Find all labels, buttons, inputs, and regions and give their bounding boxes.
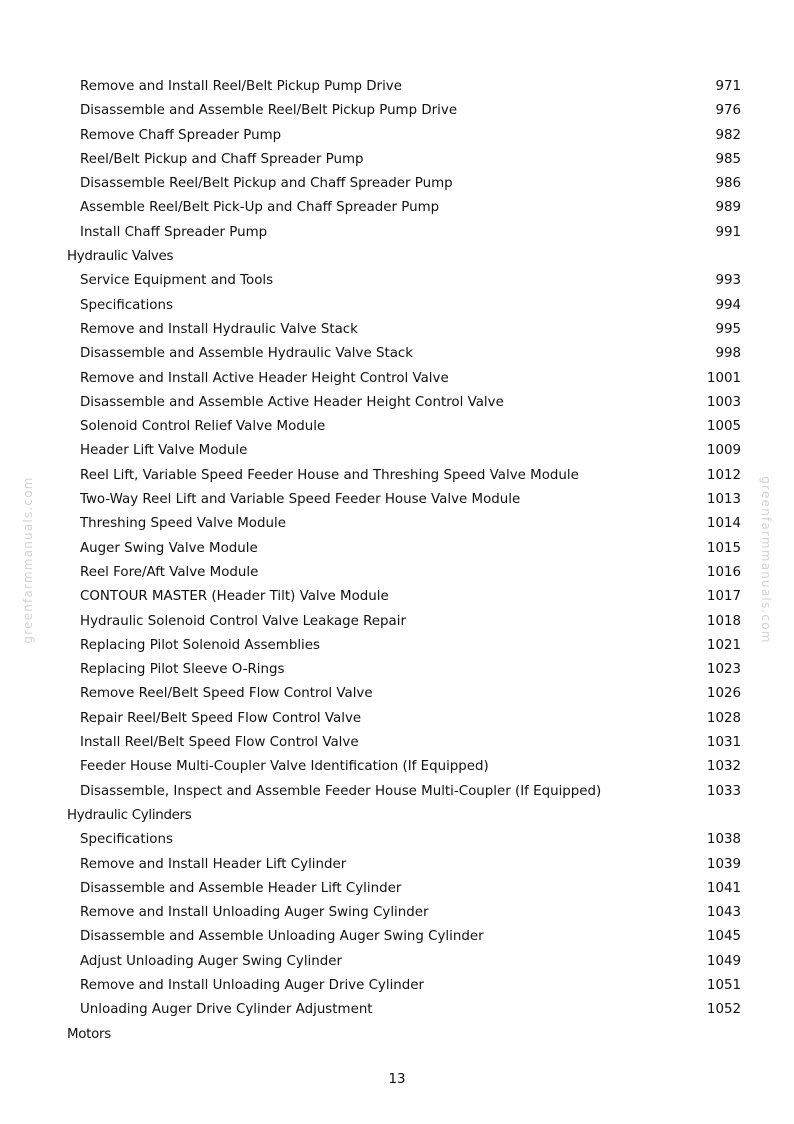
toc-entry-page-number: 1017	[706, 589, 741, 605]
toc-entry-title: Remove and Install Active Header Height Control Valve	[80, 370, 449, 386]
toc-entry-title: Adjust Unloading Auger Swing Cylinder	[80, 953, 342, 969]
toc-entry-title: Reel/Belt Pickup and Chaff Spreader Pump	[80, 151, 364, 167]
toc-entry-page-number: 1033	[706, 783, 741, 799]
toc-entry-title: Disassemble Reel/Belt Pickup and Chaff Spreader Pump	[80, 176, 453, 192]
toc-entry-title: Feeder House Multi-Coupler Valve Identification (If Equipped)	[80, 759, 489, 775]
toc-entry-title: Disassemble and Assemble Header Lift Cylinder	[80, 880, 402, 896]
toc-entry-page-number: 1028	[706, 710, 741, 726]
toc-entry-page-number: 1026	[706, 686, 741, 702]
toc-entry-title: Solenoid Control Relief Valve Module	[80, 419, 326, 435]
toc-entry-title: Disassemble and Assemble Active Header Height Control Valve	[80, 394, 504, 410]
toc-entry-title: Remove Reel/Belt Speed Flow Control Valve	[80, 686, 373, 702]
toc-entry-title: Disassemble and Assemble Reel/Belt Pickup Pump Drive	[80, 103, 458, 119]
toc-entry-page-number: 1052	[706, 1002, 741, 1018]
toc-entry-page-number: 1013	[706, 492, 741, 508]
toc-entry-page-number: 1009	[706, 443, 741, 459]
toc-entry[interactable]	[0, 755, 794, 779]
toc-heading-title: Motors	[67, 1026, 111, 1042]
toc-section-heading	[0, 804, 794, 828]
toc-entry[interactable]	[0, 99, 794, 123]
toc-entry[interactable]	[0, 901, 794, 925]
toc-entry-title: Reel Fore/Aft Valve Module	[80, 564, 259, 580]
toc-entry-title: Remove and Install Unloading Auger Drive Cylinder	[80, 977, 425, 993]
watermark-left: greenfarmmanuals.com	[21, 476, 35, 644]
toc-entry-page-number: 1012	[706, 467, 741, 483]
toc-entry[interactable]	[0, 707, 794, 731]
toc-heading-title: Hydraulic Valves	[67, 249, 174, 265]
toc-entry-page-number: 1015	[706, 540, 741, 556]
toc-entry-title: Disassemble, Inspect and Assemble Feeder House Multi-Coupler (If Equipped)	[80, 783, 602, 799]
toc-entry[interactable]	[0, 342, 794, 366]
toc-entry[interactable]	[0, 877, 794, 901]
toc-entry-page-number: 989	[715, 200, 741, 216]
toc-entry-title: Repair Reel/Belt Speed Flow Control Valve	[80, 710, 362, 726]
toc-entry-page-number: 1021	[706, 637, 741, 653]
toc-entry[interactable]	[0, 950, 794, 974]
toc-entry[interactable]	[0, 634, 794, 658]
toc-entry[interactable]	[0, 318, 794, 342]
toc-entry[interactable]	[0, 658, 794, 682]
toc-entry[interactable]	[0, 172, 794, 196]
toc-entry-title: Specifications	[80, 297, 173, 313]
toc-entry-title: CONTOUR MASTER (Header Tilt) Valve Module	[80, 589, 389, 605]
toc-entry-page-number: 986	[715, 176, 741, 192]
toc-entry-page-number: 1016	[706, 564, 741, 580]
toc-entry-title: Replacing Pilot Solenoid Assemblies	[80, 637, 320, 653]
toc-section-heading	[0, 1023, 794, 1047]
toc-entry-title: Remove and Install Unloading Auger Swing Cylinder	[80, 905, 429, 921]
toc-entry-title: Threshing Speed Valve Module	[80, 516, 286, 532]
page-number: 13	[388, 1072, 406, 1087]
toc-entry-page-number: 1041	[706, 880, 741, 896]
toc-entry-title: Hydraulic Solenoid Control Valve Leakage Repair	[80, 613, 406, 629]
toc-entry[interactable]	[0, 391, 794, 415]
toc-entry-page-number: 976	[715, 103, 741, 119]
toc-entry[interactable]	[0, 512, 794, 536]
toc-entry-title: Unloading Auger Drive Cylinder Adjustment	[80, 1002, 373, 1018]
toc-entry-title: Header Lift Valve Module	[80, 443, 248, 459]
toc-entry-title: Assemble Reel/Belt Pick-Up and Chaff Spreader Pump	[80, 200, 440, 216]
toc-entry[interactable]	[0, 974, 794, 998]
toc-entry-title: Install Chaff Spreader Pump	[80, 224, 268, 240]
toc-section-heading	[0, 245, 794, 269]
toc-entry[interactable]	[0, 148, 794, 172]
toc-entry-title: Remove and Install Reel/Belt Pickup Pump Drive	[80, 79, 402, 94]
toc-entry-page-number: 1045	[706, 929, 741, 945]
toc-entry-title: Remove and Install Header Lift Cylinder	[80, 856, 347, 872]
toc-entry[interactable]	[0, 828, 794, 852]
toc-entry-page-number: 998	[715, 346, 741, 362]
toc-entry[interactable]	[0, 439, 794, 463]
toc-entry[interactable]	[0, 610, 794, 634]
toc-entry-title: Remove and Install Hydraulic Valve Stack	[80, 321, 358, 337]
toc-entry-title: Reel Lift, Variable Speed Feeder House and Threshing Speed Valve Module	[80, 467, 579, 483]
toc-entry-page-number: 1003	[706, 394, 741, 410]
toc-entry-page-number: 1038	[706, 832, 741, 848]
toc-entry-title: Specifications	[80, 832, 173, 848]
toc-entry-page-number: 991	[715, 224, 741, 240]
watermark-right: greenfarmmanuals.com	[759, 476, 773, 644]
toc-entry-page-number: 1014	[706, 516, 741, 532]
toc-entry[interactable]	[0, 537, 794, 561]
toc-entry[interactable]	[0, 998, 794, 1022]
toc-entry[interactable]	[0, 415, 794, 439]
toc-entry[interactable]	[0, 75, 794, 99]
toc-entry-page-number: 994	[715, 297, 741, 313]
toc-entry-page-number: 985	[715, 151, 741, 167]
toc-entry[interactable]	[0, 488, 794, 512]
table-of-contents	[0, 75, 794, 1047]
toc-entry[interactable]	[0, 221, 794, 245]
toc-entry[interactable]	[0, 196, 794, 220]
toc-entry[interactable]	[0, 925, 794, 949]
toc-heading-title: Hydraulic Cylinders	[67, 807, 192, 823]
toc-entry-page-number: 995	[715, 321, 741, 337]
toc-entry-title: Service Equipment and Tools	[80, 273, 274, 289]
toc-entry[interactable]	[0, 585, 794, 609]
toc-entry-page-number: 993	[715, 273, 741, 289]
toc-entry-page-number: 1051	[706, 977, 741, 993]
toc-entry-page-number: 1043	[706, 905, 741, 921]
toc-entry[interactable]	[0, 731, 794, 755]
toc-entry-page-number: 1032	[706, 759, 741, 775]
toc-entry-page-number: 982	[715, 127, 741, 143]
toc-entry-title: Disassemble and Assemble Hydraulic Valve Stack	[80, 346, 414, 362]
toc-entry-title: Remove Chaff Spreader Pump	[80, 127, 282, 143]
toc-entry-page-number: 971	[715, 79, 741, 94]
toc-entry[interactable]	[0, 367, 794, 391]
toc-entry-page-number: 1005	[706, 419, 741, 435]
toc-entry-page-number: 1049	[706, 953, 741, 969]
toc-entry[interactable]	[0, 269, 794, 293]
toc-entry[interactable]	[0, 294, 794, 318]
toc-entry[interactable]	[0, 464, 794, 488]
toc-entry-title: Install Reel/Belt Speed Flow Control Valve	[80, 735, 359, 751]
toc-entry-page-number: 1039	[706, 856, 741, 872]
toc-entry[interactable]	[0, 124, 794, 148]
toc-entry-title: Auger Swing Valve Module	[80, 540, 258, 556]
toc-entry[interactable]	[0, 853, 794, 877]
toc-entry-page-number: 1023	[706, 662, 741, 678]
toc-entry-title: Replacing Pilot Sleeve O-Rings	[80, 662, 285, 678]
toc-entry-page-number: 1031	[706, 735, 741, 751]
toc-entry-page-number: 1001	[706, 370, 741, 386]
toc-entry-title: Two-Way Reel Lift and Variable Speed Feeder House Valve Module	[80, 492, 521, 508]
toc-entry[interactable]	[0, 682, 794, 706]
toc-entry-page-number: 1018	[706, 613, 741, 629]
toc-entry-title: Disassemble and Assemble Unloading Auger Swing Cylinder	[80, 929, 484, 945]
toc-entry[interactable]	[0, 780, 794, 804]
toc-entry[interactable]	[0, 561, 794, 585]
